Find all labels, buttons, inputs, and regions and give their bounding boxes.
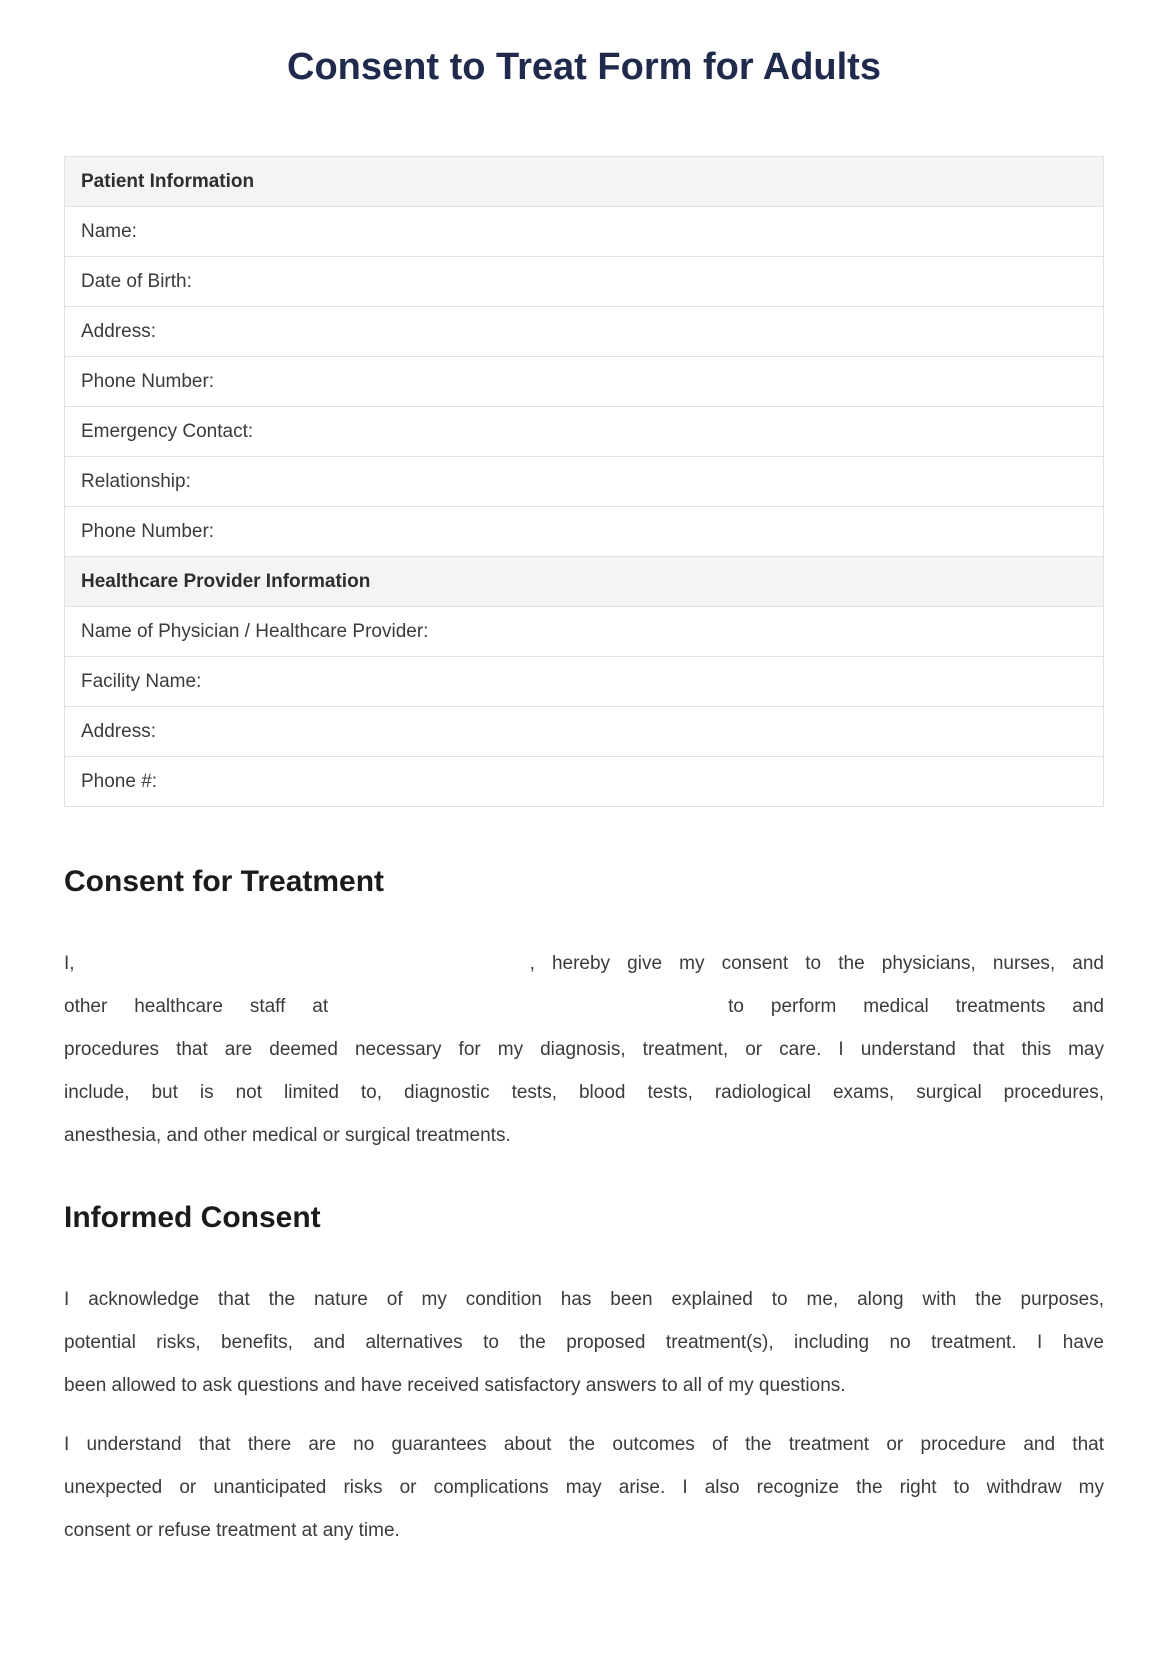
patient-provider-info-table <box>64 156 1104 807</box>
field-emergency-contact[interactable]: Emergency Contact: <box>65 407 1104 457</box>
paragraph-line <box>64 942 1104 985</box>
field-relationship[interactable]: Relationship: <box>65 457 1104 507</box>
provider-info-header: Healthcare Provider Information <box>65 557 1104 607</box>
informed-consent-heading: Informed Consent <box>64 1201 321 1234</box>
table-row <box>65 557 1104 607</box>
table-row <box>65 357 1104 407</box>
consent-for-treatment-heading: Consent for Treatment <box>64 865 385 898</box>
paragraph-text: I, <box>64 953 75 974</box>
table-row <box>65 757 1104 807</box>
field-physician-name[interactable]: Name of Physician / Healthcare Provider: <box>65 607 1104 657</box>
paragraph-line: potential risks, benefits, and alternatives to the proposed treatment(s), including no treatment. I have <box>64 1332 1104 1353</box>
table-row <box>65 657 1104 707</box>
table-row <box>65 257 1104 307</box>
consent-form-page <box>64 44 1104 1552</box>
page-title: Consent to Treat Form for Adults <box>287 46 881 88</box>
table-row <box>65 157 1104 207</box>
paragraph-line: I understand that there are no guarantees about the outcomes of the treatment or procedure and that <box>64 1434 1104 1455</box>
patient-name-blank[interactable] <box>75 967 530 969</box>
field-patient-name[interactable]: Name: <box>65 207 1104 257</box>
paragraph-line: unexpected or unanticipated risks or complications may arise. I also recognize the right to withdraw my <box>64 1477 1104 1498</box>
field-facility-name[interactable]: Facility Name: <box>65 657 1104 707</box>
table-row <box>65 407 1104 457</box>
field-date-of-birth[interactable]: Date of Birth: <box>65 257 1104 307</box>
field-patient-phone[interactable]: Phone Number: <box>65 357 1104 407</box>
consent-for-treatment-paragraph <box>64 942 1104 1157</box>
facility-name-blank[interactable] <box>328 1010 728 1012</box>
paragraph-text: to perform medical treatments and <box>728 996 1104 1017</box>
paragraph-line <box>64 985 1104 1028</box>
field-patient-address[interactable]: Address: <box>65 307 1104 357</box>
paragraph-line: include, but is not limited to, diagnostic tests, blood tests, radiological exams, surgical procedures, <box>64 1082 1104 1103</box>
table-row <box>65 207 1104 257</box>
table-row <box>65 307 1104 357</box>
paragraph-line: procedures that are deemed necessary for my diagnosis, treatment, or care. I understand that this may <box>64 1039 1104 1060</box>
paragraph-line: anesthesia, and other medical or surgical treatments. <box>64 1125 511 1146</box>
table-row <box>65 607 1104 657</box>
table-row <box>65 507 1104 557</box>
table-row <box>65 457 1104 507</box>
paragraph-line: consent or refuse treatment at any time. <box>64 1520 400 1541</box>
table-row <box>65 707 1104 757</box>
field-facility-address[interactable]: Address: <box>65 707 1104 757</box>
informed-consent-paragraph-1 <box>64 1278 1104 1407</box>
paragraph-line: been allowed to ask questions and have received satisfactory answers to all of my questions. <box>64 1375 846 1396</box>
paragraph-text: , hereby give my consent to the physicians, nurses, and <box>529 953 1104 974</box>
field-emergency-phone[interactable]: Phone Number: <box>65 507 1104 557</box>
patient-info-header: Patient Information <box>65 157 1104 207</box>
paragraph-line: I acknowledge that the nature of my condition has been explained to me, along with the purposes, <box>64 1289 1104 1310</box>
field-facility-phone[interactable]: Phone #: <box>65 757 1104 807</box>
informed-consent-paragraph-2 <box>64 1423 1104 1552</box>
paragraph-text: other healthcare staff at <box>64 996 329 1017</box>
